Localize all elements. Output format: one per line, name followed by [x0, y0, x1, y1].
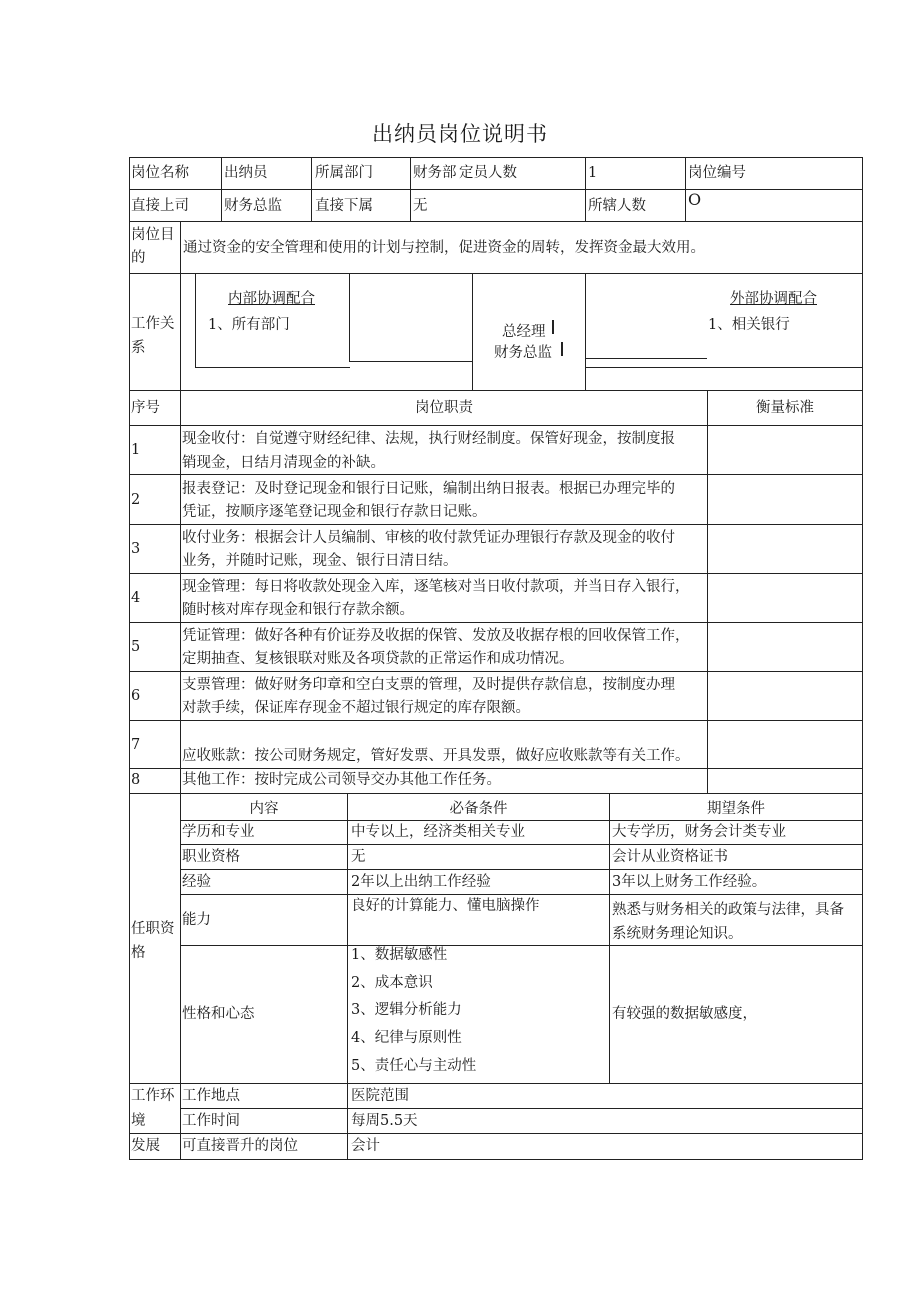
post-name-label: 岗位名称 — [131, 165, 189, 181]
duty-no: 3 — [131, 541, 141, 557]
subordinate-label: 直接下属 — [315, 198, 373, 214]
qual-required: 良好的计算能力、懂电脑操作 — [351, 898, 540, 914]
qual-expected-header: 期望条件 — [707, 801, 765, 817]
work-time-label: 工作时间 — [182, 1113, 240, 1129]
environment-label-1: 工作环 — [131, 1088, 175, 1104]
qual-required: 无 — [351, 849, 366, 865]
qual-content: 学历和专业 — [182, 824, 255, 840]
internal-coordination-item: 1、所有部门 — [208, 317, 290, 333]
duty-line: 定期抽查、复核银联对账及各项贷款的正常运作和成功情况。 — [182, 651, 574, 667]
org-boss: 总经理 — [502, 324, 546, 340]
duty-no: 7 — [131, 737, 141, 753]
dept-label: 所属部门 — [315, 165, 373, 181]
duties-no-header: 序号 — [131, 400, 160, 416]
personality-item: 3、逻辑分析能力 — [351, 1002, 462, 1018]
duty-line: 其他工作：按时完成公司领导交办其他工作任务。 — [182, 772, 501, 788]
qual-required-header: 必备条件 — [449, 801, 508, 817]
qual-content: 性格和心态 — [182, 1006, 255, 1022]
external-coordination-title: 外部协调配合 — [730, 291, 817, 307]
external-coordination-item: 1、相关银行 — [708, 317, 790, 333]
purpose-label-2: 的 — [131, 250, 146, 266]
qual-expected: 大专学历，财务会计类专业 — [612, 824, 786, 840]
qual-required: 2年以上出纳工作经验 — [351, 874, 491, 890]
promotion-label: 可直接晋升的岗位 — [182, 1138, 298, 1154]
duty-no: 2 — [131, 492, 141, 508]
qual-content: 经验 — [182, 874, 211, 890]
qualifications-label-2: 格 — [131, 945, 146, 961]
development-label: 发展 — [131, 1138, 160, 1154]
duty-line: 业务，并随时记账，现金、银行日清日结。 — [182, 553, 458, 569]
duty-no: 8 — [131, 772, 141, 788]
page-title: 出纳员岗位说明书 — [372, 122, 548, 146]
relations-label-2: 系 — [131, 340, 146, 356]
qual-expected: 有较强的数据敏感度， — [612, 1006, 757, 1022]
duty-line: 凭证管理：做好各种有价证券及收据的保管、发放及收据存根的回收保管工作， — [182, 628, 690, 644]
duty-line: 应收账款：按公司财务规定，管好发票、开具发票，做好应收账款等有关工作。 — [182, 748, 690, 764]
relations-label-1: 工作关 — [131, 316, 175, 332]
duty-no: 4 — [131, 590, 141, 606]
duty-no: 5 — [131, 639, 141, 655]
qual-content: 能力 — [182, 912, 211, 928]
qual-expected: 系统财务理论知识。 — [612, 926, 743, 942]
qual-expected: 3年以上财务工作经验。 — [612, 874, 767, 890]
personality-item: 2、成本意识 — [351, 975, 433, 991]
work-place-value: 医院范围 — [351, 1088, 409, 1104]
personality-item: 4、纪律与原则性 — [351, 1030, 462, 1046]
promotion-value: 会计 — [351, 1138, 380, 1154]
qual-content: 职业资格 — [182, 849, 240, 865]
subordinate-value: 无 — [413, 198, 428, 214]
purpose-label-1: 岗位目 — [131, 227, 175, 243]
duty-line: 现金收付：自觉遵守财经纪律、法规，执行财经制度。保管好现金，按制度报 — [182, 431, 675, 447]
duty-line: 现金管理：每日将收款处现金入库，逐笔核对当日收付款项，并当日存入银行， — [182, 579, 690, 595]
managed-label: 所辖人数 — [588, 198, 646, 214]
superior-label: 直接上司 — [131, 198, 189, 214]
qualifications-label-1: 任职资 — [131, 921, 175, 937]
headcount-value: 1 — [588, 165, 598, 181]
headcount-label: 定员人数 — [459, 165, 517, 181]
duties-duty-header: 岗位职责 — [415, 400, 473, 416]
org-finance-director: 财务总监 — [494, 345, 552, 361]
duties-standard-header: 衡量标准 — [756, 400, 814, 416]
superior-value: 财务总监 — [224, 198, 282, 214]
dept-value: 财务部 — [413, 165, 457, 181]
work-time-value: 每周5.5天 — [351, 1113, 418, 1129]
qual-expected: 熟悉与财务相关的政策与法律，具备 — [612, 902, 844, 918]
duty-no: 1 — [131, 442, 141, 458]
qual-expected: 会计从业资格证书 — [612, 849, 728, 865]
duty-no: 6 — [131, 688, 141, 704]
environment-label-2: 境 — [131, 1113, 146, 1129]
qual-content-header: 内容 — [249, 801, 279, 817]
duty-line: 收付业务：根据会计人员编制、审核的收付款凭证办理银行存款及现金的收付 — [182, 530, 675, 546]
internal-coordination-title: 内部协调配合 — [228, 291, 315, 307]
purpose-text: 通过资金的安全管理和使用的计划与控制，促进资金的周转，发挥资金最大效用。 — [183, 240, 705, 256]
managed-value: O — [688, 190, 702, 209]
qual-required: 中专以上，经济类相关专业 — [351, 824, 525, 840]
post-name-value: 出纳员 — [224, 165, 268, 181]
duty-line: 报表登记：及时登记现金和银行日记账，编制出纳日报表。根据已办理完毕的 — [182, 481, 675, 497]
duty-line: 对款手续，保证库存现金不超过银行规定的库存限额。 — [182, 700, 530, 716]
post-no-label: 岗位编号 — [688, 165, 746, 181]
duty-line: 随时核对库存现金和银行存款余额。 — [182, 602, 414, 618]
work-place-label: 工作地点 — [182, 1088, 240, 1104]
duty-line: 凭证，按顺序逐笔登记现金和银行存款日记账。 — [182, 504, 487, 520]
personality-item: 1、数据敏感性 — [351, 947, 448, 963]
personality-item: 5、责任心与主动性 — [351, 1058, 477, 1074]
duty-line: 销现金，日结月清现金的补缺。 — [182, 455, 385, 471]
duty-line: 支票管理：做好财务印章和空白支票的管理，及时提供存款信息，按制度办理 — [182, 677, 675, 693]
